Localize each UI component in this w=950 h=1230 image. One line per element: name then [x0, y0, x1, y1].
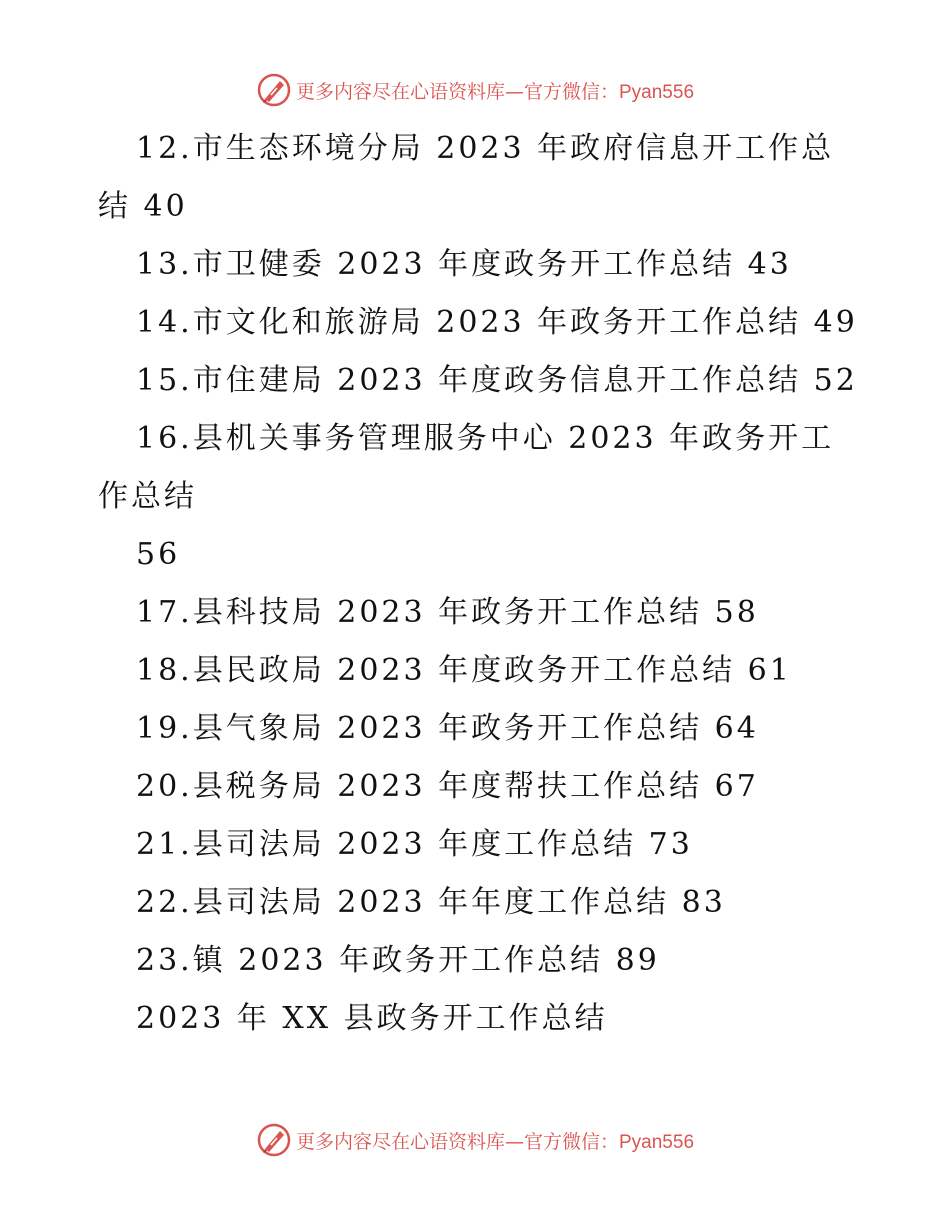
toc-line: 17.县科技局 2023 年政务开工作总结 58 [136, 595, 759, 630]
watermark-cn: 更多内容尽在心语资料库—官方微信： [295, 80, 619, 103]
watermark-banner-bottom [0, 1118, 950, 1162]
toc-line: 12.市生态环境分局 2023 年政府信息开工作总 [136, 131, 835, 166]
toc-line: 15.市住建局 2023 年度政务信息开工作总结 52 [136, 363, 858, 398]
toc-line: 结 40 [98, 189, 188, 224]
toc-line: 56 [136, 537, 181, 572]
watermark-id: Pyan556 [619, 1131, 695, 1153]
watermark-text [296, 1127, 694, 1154]
toc-line: 19.县气象局 2023 年政务开工作总结 64 [136, 711, 759, 746]
pen-logo-icon [256, 1122, 292, 1158]
watermark-text [296, 77, 694, 104]
toc-line: 18.县民政局 2023 年度政务开工作总结 61 [136, 653, 792, 688]
toc-line: 22.县司法局 2023 年年度工作总结 83 [136, 885, 726, 920]
pen-logo-icon [256, 72, 292, 108]
watermark-banner-top [0, 68, 950, 112]
toc-line: 2023 年 XX 县政务开工作总结 [136, 1001, 608, 1036]
toc-line: 14.市文化和旅游局 2023 年政务开工作总结 49 [136, 305, 858, 340]
toc-line: 13.市卫健委 2023 年度政务开工作总结 43 [136, 247, 792, 282]
watermark-cn: 更多内容尽在心语资料库—官方微信： [295, 1130, 619, 1153]
toc-line: 23.镇 2023 年政务开工作总结 89 [136, 943, 660, 978]
toc-line: 21.县司法局 2023 年度工作总结 73 [136, 827, 693, 862]
toc-line: 20.县税务局 2023 年度帮扶工作总结 67 [136, 769, 759, 804]
toc-line: 作总结 [98, 479, 197, 514]
toc-line: 16.县机关事务管理服务中心 2023 年政务开工 [136, 421, 835, 456]
watermark-id: Pyan556 [619, 81, 695, 103]
